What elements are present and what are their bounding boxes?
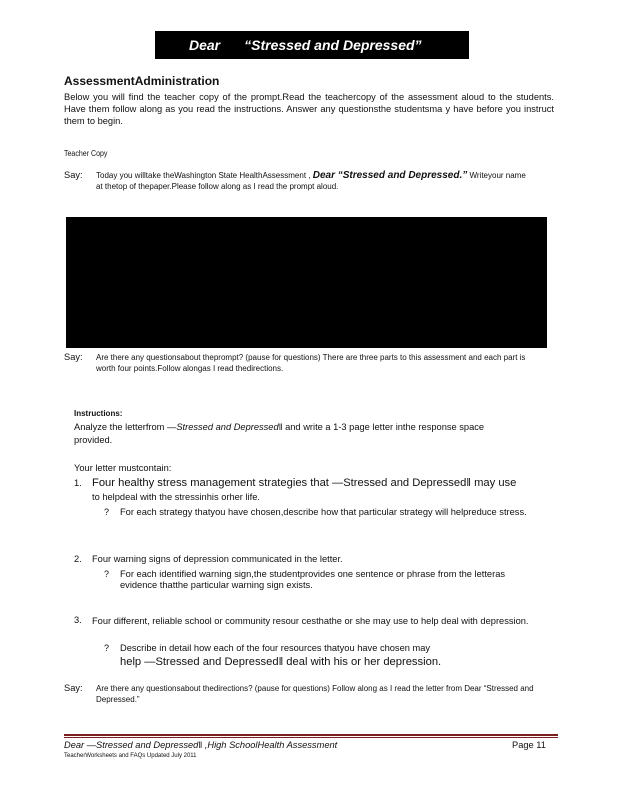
item-3-number: 3. [74, 615, 82, 625]
say-label-1: Say: [64, 170, 83, 180]
say-label-2: Say: [64, 352, 83, 362]
redacted-prompt-box [66, 217, 547, 348]
say-block-3: Are there any questionsabout thedirections? (pause for questions) Follow along as I read the letter from Dear “Stressed and Depressed.” [96, 684, 534, 704]
say-block-1 [96, 170, 526, 192]
item-1-number: 1. [74, 478, 82, 488]
instructions-text [74, 421, 514, 447]
banner-title: “Stressed and Depressed” [244, 37, 422, 53]
title-banner [155, 31, 469, 59]
banner-dear: Dear [189, 37, 221, 53]
page-number: Page 11 [512, 740, 546, 750]
instructions-text-c: and write a 1-3 page letter inthe response space provided. [74, 422, 485, 445]
say-block-2: Are there any questionsabout theprompt? (pause for questions) There are three parts to this assessment and each part is worth four points.Follow alongas I read thedirections. [96, 353, 526, 373]
intro-paragraph: Below you will find the teacher copy of the prompt.Read the teachercopy of the assessment aloud to the students. Have them follow along as you read the instructions. Answer any questionsthe studentsma y have before you instruct them to begin. [64, 92, 554, 126]
item-2-number: 2. [74, 554, 82, 564]
item-3-bullet-a: Describe in detail how each of the four resources thatyou have chosen may [120, 643, 431, 653]
footer-subtitle: TeacherWorksheets and FAQs Updated July 2011 [64, 753, 197, 759]
say1-text-c: Writeyour name at thetop of thepaper.Please follow along as I read the prompt aloud. [96, 171, 526, 191]
item-2-bullet-mark: ? [104, 569, 110, 579]
instructions-text-b: —Stressed and Depressedǁ [167, 422, 283, 432]
say1-text-b: Dear “Stressed and Depressed.” [312, 170, 468, 181]
must-contain-label: Your letter mustcontain: [74, 463, 172, 473]
footer-rule-thin [64, 737, 558, 738]
item-3-bullet-mark: ? [104, 643, 110, 653]
item-3-lead: Four different, reliable school or community resour cesthathe or she may use to help deal with depression. [92, 616, 529, 626]
section-title: AssessmentAdministration [64, 74, 220, 88]
say-label-3: Say: [64, 683, 83, 693]
item-1-lead: Four healthy stress management strategies that —Stressed and Depressedǁ may use [92, 477, 517, 489]
item-2-bullet: For each identified warning sign,the studentprovides one sentence or phrase from the letteras evidence thatthe particular warning sign exists. [120, 569, 506, 590]
instructions-heading: Instructions: [74, 409, 123, 418]
item-1-cont: to helpdeal with the stressinhis orher life. [92, 492, 260, 502]
say1-text-a: Today you willtake theWashington State HealthAssessment , [96, 171, 311, 180]
item-1-bullet-mark: ? [104, 507, 110, 517]
instructions-text-a: Analyze the letterfrom [74, 422, 165, 432]
item-2-lead: Four warning signs of depression communicated in the letter. [92, 554, 343, 564]
teacher-copy-label: Teacher Copy [64, 149, 108, 158]
footer-title: Dear —Stressed and Depressedǁ ,High SchoolHealth Assessment [64, 740, 338, 750]
item-1-bullet: For each strategy thatyou have chosen,describe how that particular strategy will helpreduce stress. [120, 507, 527, 517]
footer-rule-thick [64, 734, 558, 736]
item-3-bullet-b: help —Stressed and Depressedǁ deal with his or her depression. [120, 656, 442, 668]
